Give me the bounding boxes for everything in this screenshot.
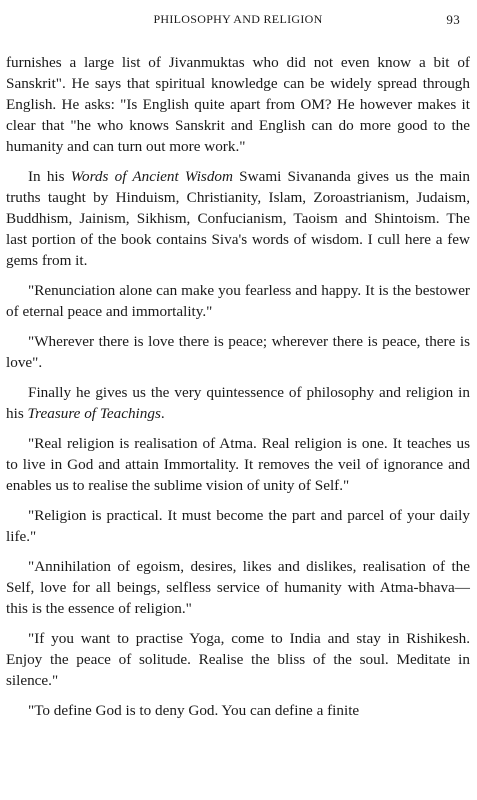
paragraph: [6, 556, 470, 619]
page-header: [6, 10, 470, 32]
paragraph-text: Swami Sivananda gives us the main truths taught by Hinduism, Christianity, Islam, Zoroastrianism, Judaism, Buddhism, Jainism, Sikhism, Confucianism, Taoism and Shintoism. The last portion of the book contains Siva's words of wisdom. I cull here a few gems from it.: [6, 168, 471, 269]
paragraph: [6, 505, 470, 547]
paragraph: [6, 700, 470, 721]
paragraph-text: "Annihilation of egoism, desires, likes and dislikes, realisation of the Self, love for all beings, selfless service of humanity with Atma-bhava—this is the essence of religion.": [6, 558, 470, 617]
paragraph: [6, 166, 470, 271]
page-body: [6, 52, 470, 721]
paragraph-text: "Real religion is realisation of Atma. Real religion is one. It teaches us to live in God and attain Immortality. It removes the veil of ignorance and enables us to realise the sublime vision of unity of Self.": [6, 435, 470, 494]
paragraph-text: "Wherever there is love there is peace; wherever there is peace, there is love".: [6, 333, 470, 371]
paragraph: [6, 382, 470, 424]
paragraph-text: .: [160, 405, 165, 422]
paragraph: [6, 331, 470, 373]
paragraph-text: In his: [28, 168, 71, 185]
paragraph-text: furnishes a large list of Jivanmuktas who did not even know a bit of Sanskrit". He says that spiritual knowledge can be widely spread through English. He asks: "Is English quite apart from OM? He however makes it clear that "he who knows Sanskrit and English can do more good to the humanity and can turn out more work.": [6, 54, 470, 155]
running-head: PHILOSOPHY AND RELIGION: [153, 12, 323, 26]
italic-title-text: Treasure of Teachings: [27, 405, 161, 422]
paragraph-text: "If you want to practise Yoga, come to India and stay in Rishikesh. Enjoy the peace of solitude. Realise the bliss of the soul. Meditate in silence.": [6, 630, 470, 689]
paragraph-text: "To define God is to deny God. You can define a finite: [28, 702, 360, 719]
italic-title-text: Words of Ancient Wisdom: [70, 168, 233, 185]
paragraph-text: Finally he gives us the very quintessence of philosophy and religion in his: [6, 384, 470, 422]
paragraph: [6, 628, 470, 691]
paragraph: [6, 52, 470, 157]
paragraph: [6, 280, 470, 322]
paragraph-text: "Religion is practical. It must become the part and parcel of your daily life.": [6, 507, 470, 545]
paragraph-text: "Renunciation alone can make you fearless and happy. It is the bestower of eternal peace and immortality.": [6, 282, 470, 320]
paragraph: [6, 433, 470, 496]
page-number: 93: [446, 12, 460, 27]
